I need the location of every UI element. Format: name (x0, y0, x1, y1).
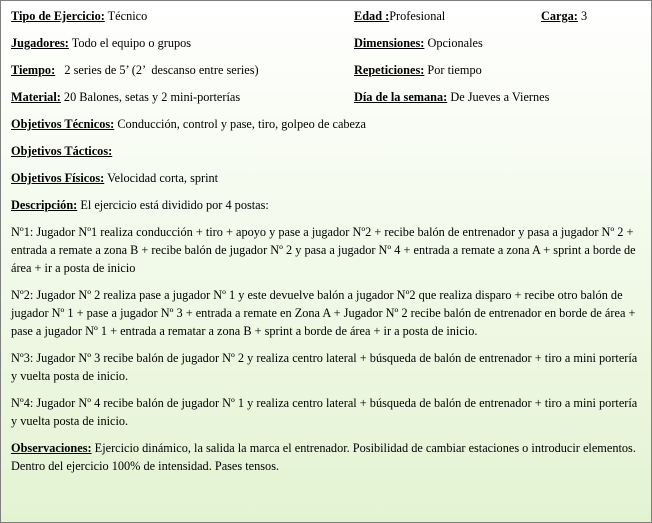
descripcion-label: Descripción: (11, 198, 78, 212)
tiempo-value: 2 series de 5’ (2’ descanso entre series) (55, 63, 259, 77)
objetivos-tacticos-label: Objetivos Tácticos: (11, 144, 113, 158)
objetivos-fisicos (11, 169, 643, 187)
field-repeticiones (354, 61, 482, 79)
posta-1: Nº1: Jugador Nº1 realiza conducción + tiro + apoyo y pase a jugador Nº2 + recibe balón de entrenador y pasa a jugador Nº 2 + entrada a remate a zona B + recibe balón de jugador Nº 2 y pasa a jugador Nº 4 + entrada a remate a zona A + sprint a borde de área + ir a posta de inicio (11, 225, 636, 275)
field-tipo (11, 7, 147, 25)
objetivos-tecnicos-label: Objetivos Técnicos: (11, 117, 115, 131)
objetivos-tecnicos-value: Conducción, control y pase, tiro, golpeo de cabeza (114, 117, 366, 131)
field-material (11, 88, 240, 106)
field-dia (354, 88, 549, 106)
sheet-content (11, 7, 643, 484)
posta-3: Nº3: Jugador Nº 3 recibe balón de jugador Nº 2 y realiza centro lateral + búsqueda de balón de entrenador + tiro a mini portería y vuelta posta de inicio. (11, 351, 638, 383)
edad-label: Edad : (354, 9, 390, 23)
tipo-label: Tipo de Ejercicio: (11, 9, 105, 23)
edad-value: Profesional (389, 9, 446, 23)
dimensiones-value: Opcionales (424, 36, 483, 50)
descripcion (11, 196, 643, 214)
observaciones (11, 439, 643, 475)
row-tiempo-repeticiones (11, 61, 643, 79)
jugadores-value: Todo el equipo o grupos (68, 36, 192, 50)
carga-value: 3 (577, 9, 588, 23)
tipo-value: Técnico (104, 9, 148, 23)
objetivos-fisicos-label: Objetivos Físicos: (11, 171, 105, 185)
posta-4: Nº4: Jugador Nº 4 recibe balón de jugador Nº 1 y realiza centro lateral + búsqueda de balón de entrenador + tiro a mini portería y vuelta posta de inicio. (11, 396, 638, 428)
row-material-dia (11, 88, 643, 106)
field-carga (541, 7, 587, 25)
objetivos-fisicos-value: Velocidad corta, sprint (104, 171, 219, 185)
field-edad (354, 7, 445, 25)
observaciones-value: Ejercicio dinámico, la salida la marca el entrenador. Posibilidad de cambiar estaciones o introducir elementos. Dentro del ejercicio 100% de intensidad. Pases tensos. (11, 441, 636, 473)
posta-2: Nº2: Jugador Nº 2 realiza pase a jugador Nº 1 y este devuelve balón a jugador Nº2 que realiza disparo + recibe otro balón de jugador Nº 1 + pase a jugador Nº 3 + entrada a remate en Zona A + Jugador Nº 2 recibe balón de entrenador en borde de área + pase a jugador Nº 1 + entrada a rematar a zona B + sprint a borde de área + ir a posta de inicio. (11, 288, 636, 338)
tiempo-label: Tiempo: (11, 63, 56, 77)
carga-label: Carga: (541, 9, 578, 23)
row-jugadores-dimensiones (11, 34, 643, 52)
objetivos-tacticos (11, 142, 643, 160)
dia-label: Día de la semana: (354, 90, 448, 104)
jugadores-label: Jugadores: (11, 36, 69, 50)
field-tiempo (11, 61, 259, 79)
field-jugadores (11, 34, 191, 52)
objetivos-tecnicos (11, 115, 643, 133)
repeticiones-label: Repeticiones: (354, 63, 425, 77)
descripcion-value: El ejercicio está dividido por 4 postas: (77, 198, 269, 212)
repeticiones-value: Por tiempo (424, 63, 482, 77)
dia-value: De Jueves a Viernes (447, 90, 550, 104)
observaciones-label: Observaciones: (11, 441, 92, 455)
dimensiones-label: Dimensiones: (354, 36, 425, 50)
row-tipo-edad-carga (11, 7, 643, 25)
material-label: Material: (11, 90, 61, 104)
material-value: 20 Balones, setas y 2 mini-porterías (60, 90, 241, 104)
field-dimensiones (354, 34, 483, 52)
